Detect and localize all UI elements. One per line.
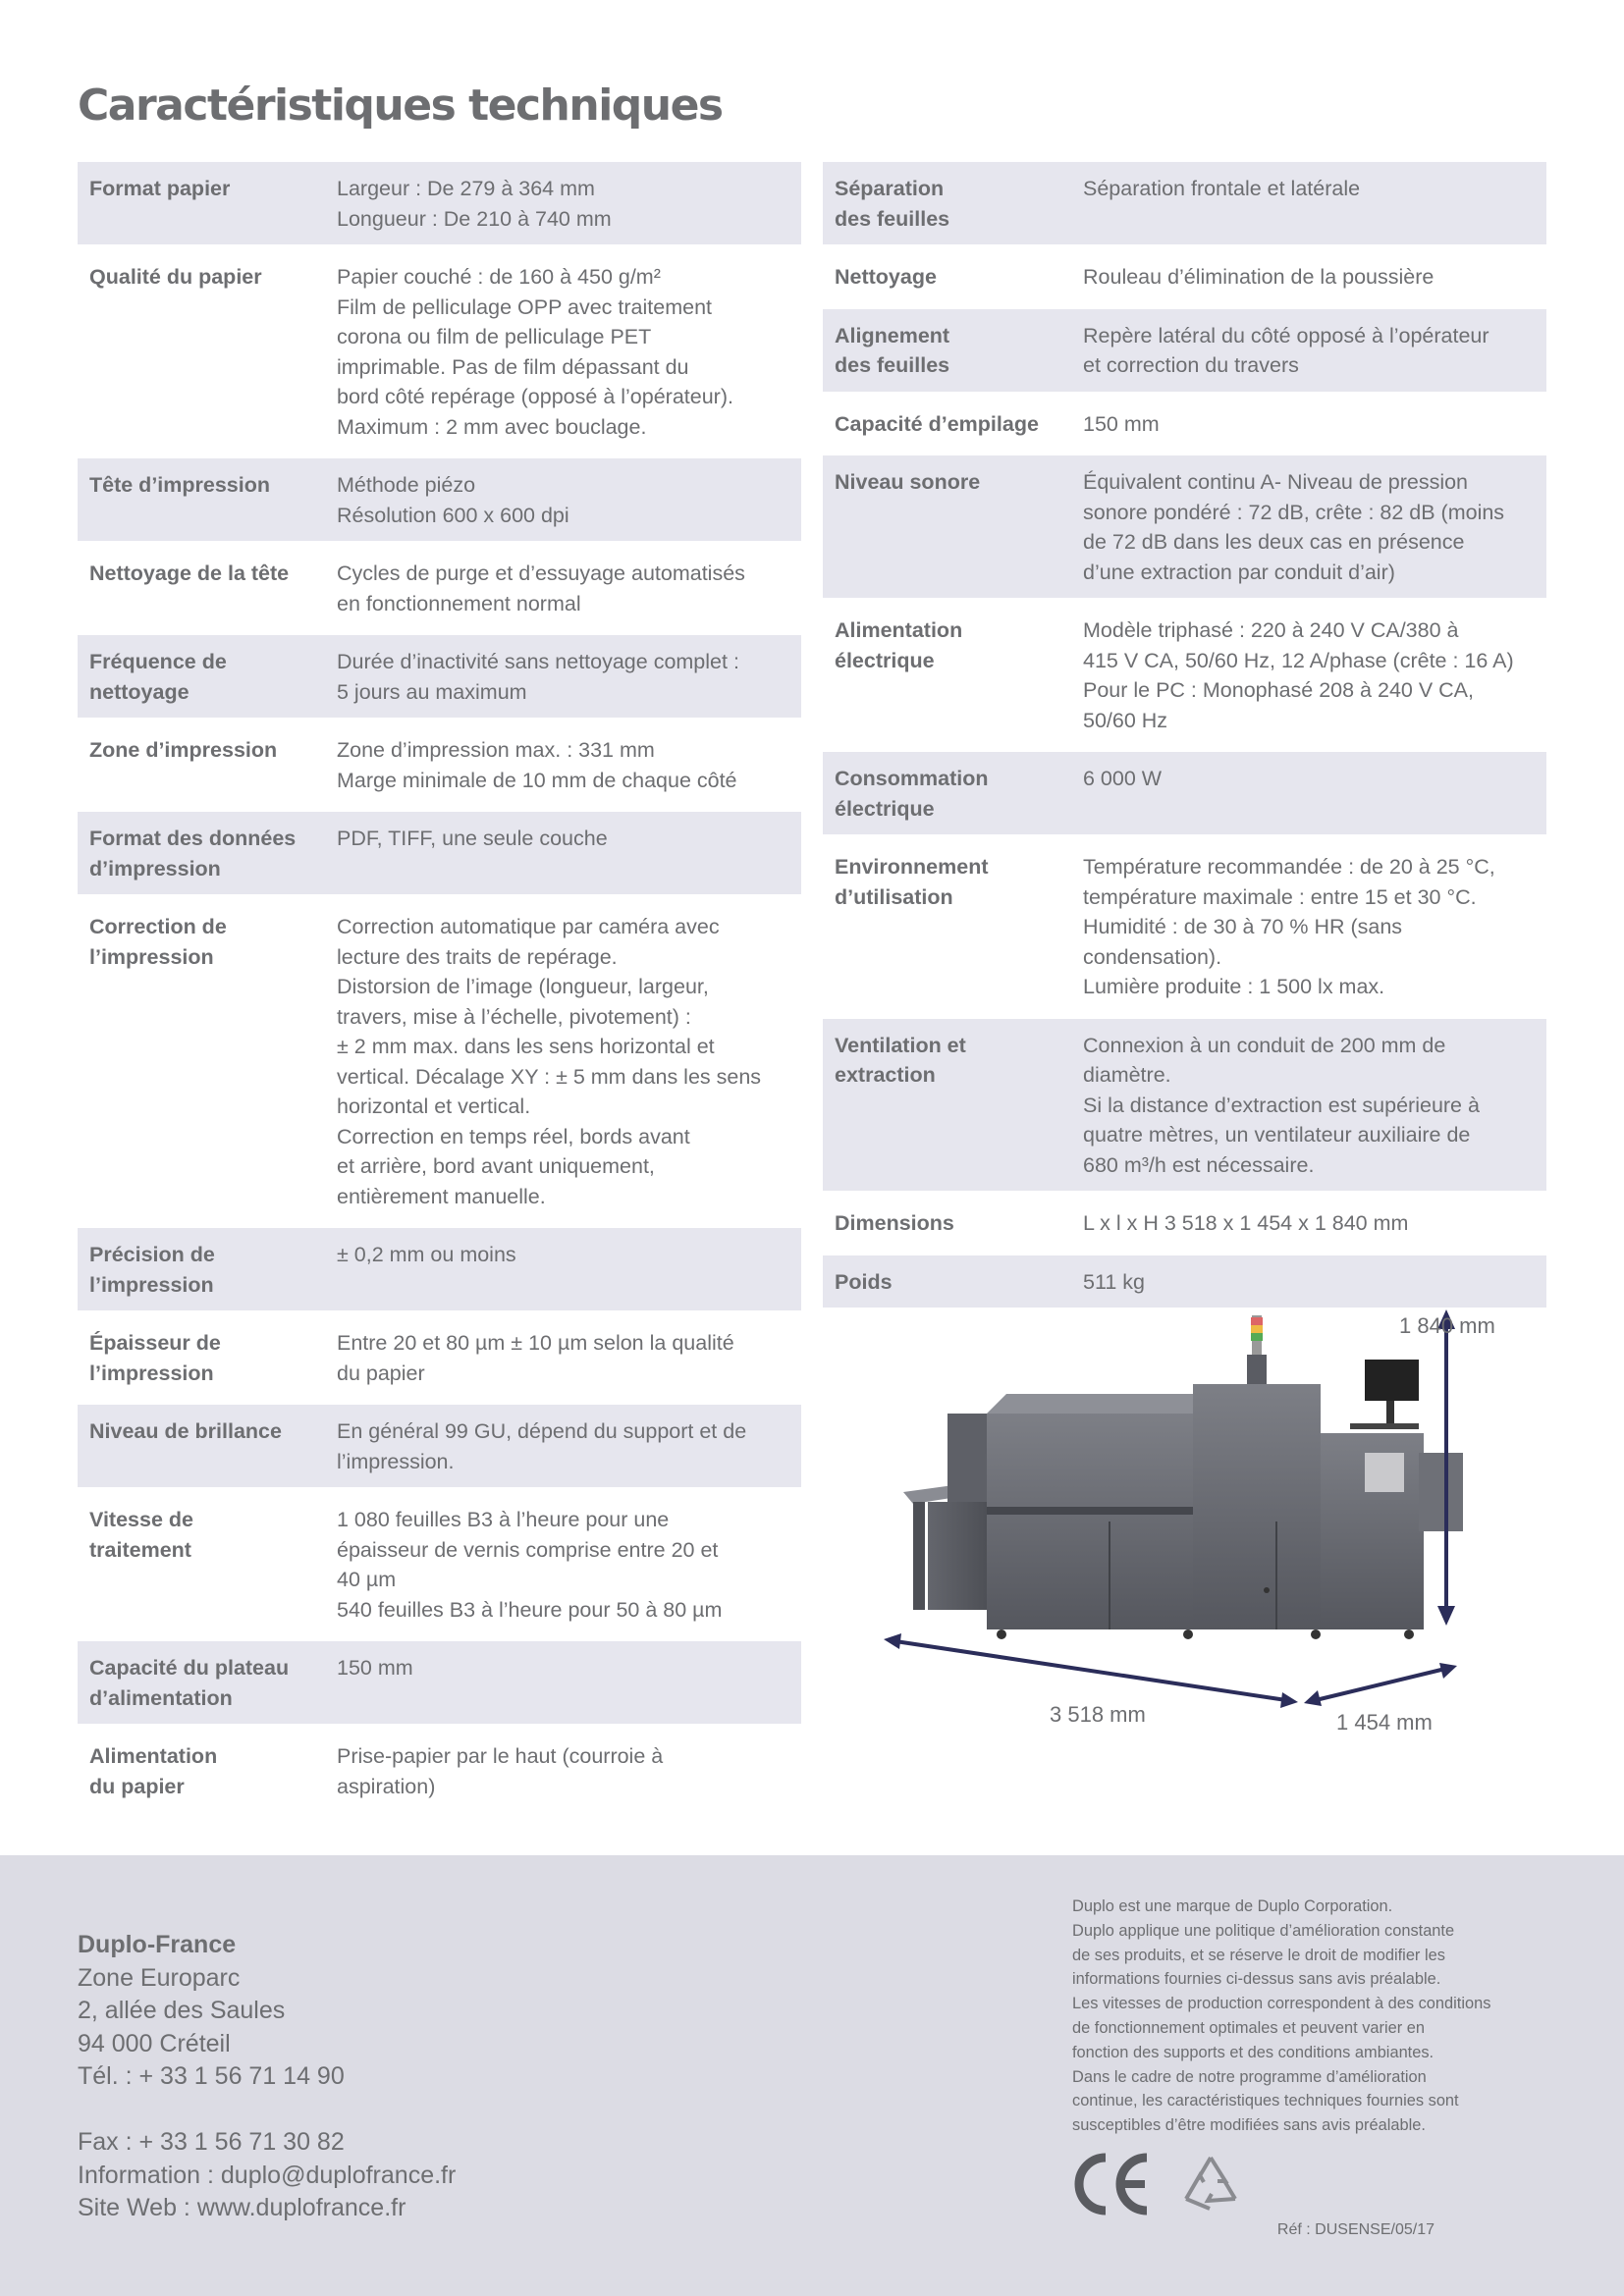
spec-value: Entre 20 et 80 µm ± 10 µm selon la qualité du papier: [337, 1331, 734, 1385]
spec-value: Repère latéral du côté opposé à l’opérateur et correction du travers: [1083, 323, 1489, 377]
spec-value: Prise-papier par le haut (courroie à aspiration): [337, 1744, 664, 1798]
spec-row: [78, 1641, 801, 1730]
spec-value: Température recommandée : de 20 à 25 °C, température maximale : entre 15 et 30 °C. Humidité : de 30 à 70 % HR (sans condensation). Lumière produite : 1 500 lx max.: [1083, 855, 1495, 998]
spec-value: 150 mm: [1083, 411, 1160, 436]
spec-row: [823, 752, 1546, 840]
company-address: [78, 1929, 345, 2094]
page-title: Caractéristiques techniques: [78, 80, 723, 131]
address-line: 94 000 Créteil: [78, 2029, 231, 2057]
website: Site Web : www.duplofrance.fr: [78, 2194, 406, 2221]
spec-row: [823, 162, 1546, 250]
phone: Tél. : + 33 1 56 71 14 90: [78, 2062, 345, 2090]
spec-row: [823, 398, 1546, 456]
machine-body-left: [987, 1414, 1193, 1629]
spec-value: Séparation frontale et latérale: [1083, 177, 1361, 200]
spec-row: [78, 547, 801, 635]
machine-illustration: [874, 1296, 1483, 1718]
spec-label: Capacité d’empilage: [835, 411, 1039, 436]
depth-dimension-label: 1 454 mm: [1336, 1710, 1433, 1735]
spec-table-right: [823, 162, 1546, 1313]
spec-row: [78, 812, 801, 900]
spec-label: Alimentation électrique: [835, 618, 963, 672]
spec-label: Fréquence de nettoyage: [89, 650, 227, 704]
spec-value: 511 kg: [1083, 1269, 1145, 1294]
spec-label: Séparation des feuilles: [835, 177, 950, 231]
fax: Fax : + 33 1 56 71 30 82: [78, 2128, 345, 2156]
spec-label: Épaisseur de l’impression: [89, 1331, 221, 1385]
spec-row: [823, 604, 1546, 752]
spec-label: Poids: [835, 1269, 893, 1294]
spec-label: Consommation électrique: [835, 767, 989, 821]
spec-value: Zone d’impression max. : 331 mm Marge minimale de 10 mm de chaque côté: [337, 738, 737, 792]
spec-value: 150 mm: [337, 1656, 413, 1680]
spec-row: [78, 1493, 801, 1641]
spec-label: Nettoyage: [835, 265, 937, 289]
spec-label: Format des données d’impression: [89, 827, 297, 881]
spec-value: Correction automatique par caméra avec lecture des traits de repérage. Distorsion de l’image (longueur, largeur, travers, mise à l’échelle, pivotement) : ± 2 mm max. dans les sens horizontal et vertical. Décalage XY : ± 5 mm dans les sens horizontal et vertical. Correction en temps réel, bords avant et arrière, bord avant uniquement, entièrement manuelle.: [337, 915, 762, 1208]
spec-row: [78, 1228, 801, 1316]
spec-row: [78, 723, 801, 812]
ce-mark-icon: [1072, 2150, 1151, 2218]
spec-label: Capacité du plateau d’alimentation: [89, 1656, 290, 1710]
reference-code: Réf : DUSENSE/05/17: [1276, 2221, 1435, 2238]
legal-notice: Duplo est une marque de Duplo Corporation. Duplo applique une politique d’amélioration constante de ses produits, et se réserve le droit de modifier les informations fournies ci-dessus sans avis préalable. Les vitesses de production correspondent à des conditions de fonctionnement optimales et peuvent varier en fonction des supports et des conditions ambiantes. Dans le cadre de notre programme d’amélioration continue, les caractéristiques techniques fournies sont susceptibles d’être modifiées sans avis préalable.: [1072, 1897, 1491, 2135]
spec-value: Équivalent continu A- Niveau de pression sonore pondéré : 72 dB, crête : 82 dB (moins de 72 dB dans les deux cas en présence d’une extraction par conduit d’air): [1083, 470, 1505, 584]
spec-label: Nettoyage de la tête: [89, 561, 290, 585]
spec-label: Précision de l’impression: [89, 1243, 215, 1297]
company-name: Duplo-France: [78, 1931, 237, 1958]
spec-value: 6 000 W: [1083, 767, 1163, 790]
length-dimension-label: 3 518 mm: [1050, 1702, 1146, 1727]
address-line: Zone Europarc: [78, 1963, 241, 1992]
spec-label: Niveau sonore: [835, 470, 981, 494]
spec-label: Dimensions: [835, 1211, 954, 1235]
height-dimension-label: 1 840 mm: [1399, 1313, 1495, 1338]
spec-label: Environnement d’utilisation: [835, 855, 989, 909]
spec-label: Qualité du papier: [89, 265, 262, 289]
spec-label: Correction de l’impression: [89, 915, 227, 969]
spec-value: Papier couché : de 160 à 450 g/m² Film de pelliculage OPP avec traitement corona ou film de pelliculage PET imprimable. Pas de film dépassant du bord côté repérage (opposé à l’opérateur). Maximum : 2 mm avec bouclage.: [337, 265, 733, 439]
spec-value: Cycles de purge et d’essuyage automatisés en fonctionnement normal: [337, 561, 745, 615]
spec-row: [78, 250, 801, 458]
spec-row: [823, 1019, 1546, 1198]
spec-value: L x l x H 3 518 x 1 454 x 1 840 mm: [1083, 1211, 1409, 1235]
spec-row: [823, 309, 1546, 398]
spec-label: Format papier: [89, 177, 231, 200]
spec-label: Alimentation du papier: [89, 1744, 218, 1798]
spec-value: Rouleau d’élimination de la poussière: [1083, 265, 1435, 289]
spec-label: Niveau de brillance: [89, 1419, 282, 1443]
spec-row: [823, 1197, 1546, 1255]
spec-row: [78, 162, 801, 250]
spec-value: Durée d’inactivité sans nettoyage complet : 5 jours au maximum: [337, 650, 739, 704]
spec-value: Connexion à un conduit de 200 mm de diamètre. Si la distance d’extraction est supérieure à quatre mètres, un ventilateur auxiliaire de 680 m³/h est nécessaire.: [1083, 1033, 1480, 1177]
spec-label: Vitesse de traitement: [89, 1508, 193, 1562]
spec-value: Méthode piézo Résolution 600 x 600 dpi: [337, 473, 569, 527]
machine-body-center: [1193, 1384, 1321, 1629]
spec-row: [823, 250, 1546, 309]
email-info: Information : duplo@duplofrance.fr: [78, 2161, 457, 2189]
monitor: [1365, 1360, 1419, 1401]
spec-value: En général 99 GU, dépend du support et de l’impression.: [337, 1419, 747, 1473]
spec-value: Largeur : De 279 à 364 mm Longueur : De 210 à 740 mm: [337, 177, 612, 231]
spec-value: ± 0,2 mm ou moins: [337, 1243, 516, 1266]
spec-label: Ventilation et extraction: [835, 1033, 966, 1087]
address-line: 2, allée des Saules: [78, 1997, 286, 2024]
spec-row: [78, 1730, 801, 1818]
spec-value: Modèle triphasé : 220 à 240 V CA/380 à 415 V CA, 50/60 Hz, 12 A/phase (crête : 16 A) Pour le PC : Monophasé 208 à 240 V CA, 50/60 Hz: [1083, 618, 1514, 732]
spec-row: [78, 900, 801, 1228]
spec-row: [78, 458, 801, 547]
spec-table-left: [78, 162, 801, 1818]
spec-value: PDF, TIFF, une seule couche: [337, 827, 608, 850]
spec-label: Alignement des feuilles: [835, 323, 950, 377]
recycle-icon: [1176, 2150, 1245, 2218]
spec-row: [78, 1405, 801, 1493]
spec-label: Tête d’impression: [89, 473, 270, 497]
spec-value: 1 080 feuilles B3 à l’heure pour une épaisseur de vernis comprise entre 20 et 40 µm 540 feuilles B3 à l’heure pour 50 à 80 µm: [337, 1508, 723, 1622]
spec-row: [78, 635, 801, 723]
spec-row: [78, 1316, 801, 1405]
spec-label: Zone d’impression: [89, 738, 278, 762]
spec-row: [823, 840, 1546, 1019]
company-contact: [78, 2126, 456, 2225]
spec-row: [823, 455, 1546, 604]
